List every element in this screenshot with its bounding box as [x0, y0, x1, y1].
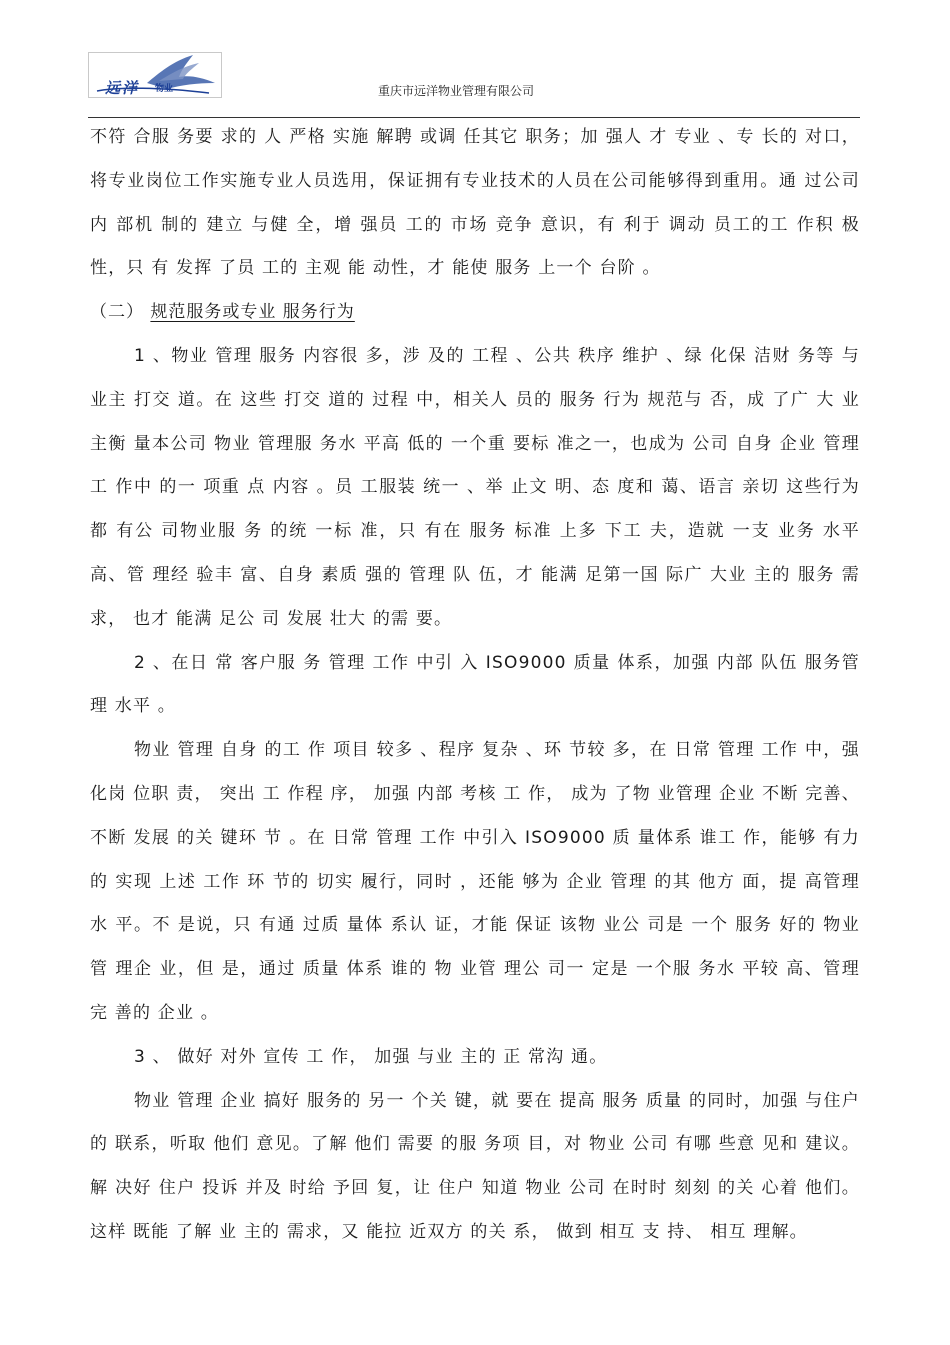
- paragraph-1: 不符 合服 务要 求的 人 严格 实施 解聘 或调 任其它 职务；加 强人 才 专业 、专 长的 对口，将专业岗位工作实施专业人员选用，保证拥有专业技术的人员在公司能够得到重用。通 过公司内 部机 制的 建立 与健 全，增 强员 工的 市场 竞争 意识，有 利于 调动 员工的工 作积 极性，只 有 发挥 了员 工的 主观 能 动性，才 能使 服务 上一个 台阶 。: [90, 127, 860, 279]
- paragraph-4: 物业 管理 自身 的工 作 项目 较多 、程序 复杂 、环 节较 多，在 日常 管理 工作 中，强化岗 位职 责， 突出 工 作程 序， 加强 内部 考核 工 作， 成为 了物 业管理 企业 不断 完善、不断 发展 的关 键环 节 。在 日常 管理 工作 中引入 ISO9000 质 量体系 谁工 作，能够 有力的 实现 上述 工作 环 节的 切实 履行，同时 ，还能 够为 企业 管理 的其 他方 面，提 高管理水 平。不 是说，只 有通 过质 量体 系认 证，才能 保证 该物 业公 司是 一个 服务 好的 物业管 理企 业，但 是，通过 质量 体系 谁的 物 业管 理公 司一 定是 一个服 务水 平较 高、管理完 善的 企业 。: [90, 740, 860, 1023]
- logo-subtext: 物业: [155, 84, 174, 94]
- company-name: 重庆市远洋物业管理有限公司: [378, 84, 535, 98]
- section-heading: [90, 291, 860, 335]
- document-body: [90, 116, 860, 1255]
- company-logo: [88, 52, 222, 98]
- paragraph-5: 3 、 做好 对外 宣传 工 作， 加强 与业 主的 正 常沟 通。: [134, 1046, 608, 1067]
- paragraph-2: 1 、物业 管理 服务 内容很 多，涉 及的 工程 、公共 秩序 维护 、绿 化保 洁财 务等 与业主 打交 道。在 这些 打交 道的 过程 中，相关人 员的 服务 行为 规范与 否，成 了广 大 业主衡 量本公司 物业 管理服 务水 平高 低的 一个重 要标 准之一，也成为 公司 自身 企业 管理工 作中 的一 项重 点 内容 。员 工服装 统一 、举 止文 明、态 度和 蔼、语言 亲切 这些行为都 有公 司物业服 务 的统 一标 准，只 有在 服务 标准 上多 下工 夫，造就 一支 业务 水平高、管 理经 验丰 富、自身 素质 强的 管理 队 伍，才 能满 足第一国 际广 大业 主的 服务 需求， 也才 能满 足公 司 发展 壮大 的需 要。: [90, 345, 860, 629]
- paragraph-6: 物业 管理 企业 搞好 服务的 另一 个关 键，就 要在 提高 服务 质量 的同时，加强 与住户的 联系，听取 他们 意见。了解 他们 需要 的服 务项 目，对 物业 公司 有哪 些意 见和 建议。解 决好 住户 投诉 并及 时给 予回 复，让 住户 知道 物业 公司 在时时 刻刻 的关 心着 他们。 这样 既能 了解 业 主的 需求，又 能拉 近双方 的关 系， 做到 相互 支 持、 相互 理解。: [90, 1090, 860, 1242]
- logo-text: 远洋: [105, 79, 140, 97]
- section-heading-number: （二）: [90, 302, 144, 323]
- paragraph-3: 2 、在日 常 客户服 务 管理 工作 中引 入 ISO9000 质量 体系，加强 内部 队伍 服务管理 水平 。: [90, 652, 860, 717]
- section-heading-title: 规范服务或专业 服务行为: [150, 302, 355, 323]
